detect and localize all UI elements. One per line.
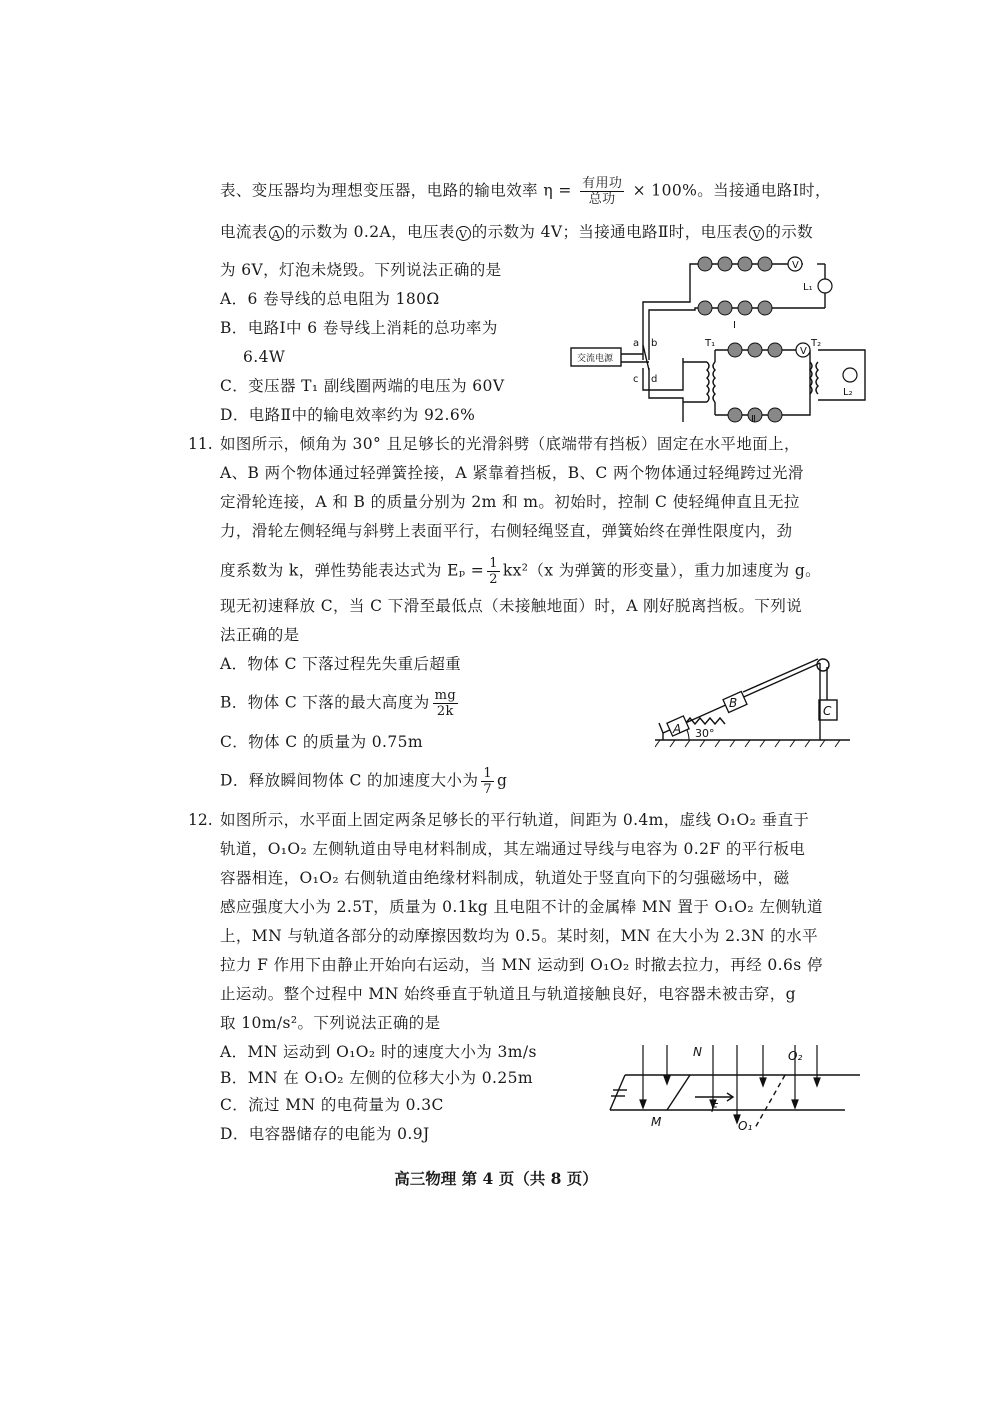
q12-line-2: 轨道，O₁O₂ 左侧轨道由导电材料制成，其左端通过导线与电容为 0.2F 的平行板电 — [220, 840, 806, 858]
q11-option-c: C．物体 C 的质量为 0.75m — [220, 733, 424, 751]
q10-line-3: 为 6V，灯泡未烧毁。下列说法正确的是 — [220, 261, 502, 279]
q11-line-3: 定滑轮连接，A 和 B 的质量分别为 2m 和 m。初始时，控制 C 使轻绳伸直且无拉 — [220, 493, 800, 511]
svg-text:d: d — [651, 374, 658, 385]
q10-option-c: C．变压器 T₁ 副线圈两端的电压为 60V — [220, 377, 505, 395]
incline-figure — [655, 645, 855, 750]
q10-option-b-cont: 6.4W — [243, 348, 286, 366]
q12-option-c: C．流过 MN 的电荷量为 0.3C — [220, 1096, 444, 1114]
svg-text:L₂: L₂ — [843, 387, 853, 398]
transmission-circuit-figure — [565, 250, 875, 425]
rail-capacitor-figure — [605, 1040, 870, 1135]
q12-number: 12. — [188, 811, 213, 829]
q12-line-6: 拉力 F 作用下由静止开始向右运动，当 MN 运动到 O₁O₂ 时撤去拉力，再经 0.6s 停 — [220, 956, 823, 974]
svg-text:Ⅱ: Ⅱ — [751, 414, 756, 425]
svg-text:a: a — [633, 338, 640, 349]
ep-fraction: $\frac{1}{2}$ — [489, 556, 498, 587]
q12-option-d: D．电容器储存的电能为 0.9J — [220, 1125, 430, 1143]
svg-text:B: B — [729, 696, 738, 710]
svg-text:A: A — [673, 722, 682, 736]
lamp-l2-icon — [843, 368, 857, 382]
svg-text:30°: 30° — [695, 727, 715, 740]
svg-text:Ⅰ: Ⅰ — [733, 320, 736, 331]
svg-text:交流电源: 交流电源 — [577, 354, 614, 364]
page-footer: 高三物理 第 4 页（共 8 页） — [394, 1169, 598, 1188]
q10-line-1: 表、变压器均为理想变压器，电路的输电效率 η = $\frac{\text{有用功}}{\text{总功}}$ × 100%。当接通电路Ⅰ时， — [220, 176, 831, 207]
q11-line-4: 力，滑轮左侧轻绳与斜劈上表面平行，右侧轻绳竖直，弹簧始终在弹性限度内，劲 — [220, 522, 793, 540]
svg-text:V: V — [800, 346, 807, 357]
q11-line-5: 度系数为 k，弹性势能表达式为 Eₚ = $\frac{1}{2}$ kx²（x 为弹簧的形变量），重力加速度为 g。 — [220, 556, 822, 587]
q11-line-7: 法正确的是 — [220, 626, 300, 644]
voltmeter-symbol-2: V — [749, 226, 764, 241]
q11-option-d: D．释放瞬间物体 C 的加速度大小为 $\frac{1}{7}$ g — [220, 766, 508, 797]
q12-line-8: 取 10m/s²。下列说法正确的是 — [220, 1014, 441, 1032]
efficiency-fraction: $\frac{\text{有用功}}{\text{总功}}$ — [582, 176, 623, 207]
q12-option-b: B．MN 在 O₁O₂ 左侧的位移大小为 0.25m — [220, 1069, 533, 1087]
svg-text:T₂: T₂ — [811, 338, 822, 349]
svg-text:T₁: T₁ — [705, 338, 716, 349]
q11-number: 11. — [188, 435, 213, 453]
q12-line-4: 感应强度大小为 2.5T，质量为 0.1kg 且电阻不计的金属棒 MN 置于 O₁O₂ 左侧轨道 — [220, 898, 823, 916]
q10-line-2: 电流表 A 的示数为 0.2A，电压表 V 的示数为 4V；当接通电路Ⅱ时，电压表 V 的示数 — [220, 223, 814, 241]
svg-text:C: C — [823, 704, 832, 718]
svg-text:b: b — [651, 338, 658, 349]
q12-line-1: 如图所示，水平面上固定两条足够长的平行轨道，间距为 0.4m，虚线 O₁O₂ 垂直于 — [220, 811, 810, 829]
svg-text:F: F — [711, 1101, 718, 1115]
voltmeter-symbol: V — [456, 226, 471, 241]
q12-line-3: 容器相连，O₁O₂ 右侧轨道由绝缘材料制成，轨道处于竖直向下的匀强磁场中，磁 — [220, 869, 790, 887]
svg-text:M: M — [651, 1115, 662, 1129]
q10-option-a: A．6 卷导线的总电阻为 180Ω — [220, 290, 440, 308]
q11-option-b: B．物体 C 下落的最大高度为 $\frac{mg}{2k}$ — [220, 688, 457, 719]
q12-option-a: A．MN 运动到 O₁O₂ 时的速度大小为 3m/s — [220, 1043, 537, 1061]
lamp-l1-icon — [818, 279, 832, 293]
q11-line-1: 如图所示，倾角为 30° 且足够长的光滑斜劈（底端带有挡板）固定在水平地面上， — [220, 435, 800, 453]
q10-option-b: B．电路Ⅰ中 6 卷导线上消耗的总功率为 — [220, 319, 498, 337]
q10-option-d: D．电路Ⅱ中的输电效率约为 92.6% — [220, 406, 476, 424]
q12-line-7: 止运动。整个过程中 MN 始终垂直于轨道且与轨道接触良好，电容器未被击穿，g — [220, 985, 796, 1003]
svg-text:N: N — [693, 1045, 702, 1059]
ammeter-symbol: A — [269, 226, 284, 241]
q11-line-6: 现无初速释放 C，当 C 下滑至最低点（未接触地面）时，A 刚好脱离挡板。下列说 — [220, 597, 803, 615]
svg-text:c: c — [633, 374, 639, 385]
svg-text:O₁: O₁ — [738, 1119, 753, 1133]
svg-text:O₂: O₂ — [788, 1049, 803, 1063]
q11-option-a: A．物体 C 下落过程先失重后超重 — [220, 655, 462, 673]
svg-text:L₁: L₁ — [803, 282, 813, 293]
q11-line-2: A、B 两个物体通过轻弹簧拴接，A 紧靠着挡板，B、C 两个物体通过轻绳跨过光滑 — [220, 464, 804, 482]
q12-line-5: 上，MN 与轨道各部分的动摩擦因数均为 0.5。某时刻，MN 在大小为 2.3N 的水平 — [220, 927, 818, 945]
svg-text:V: V — [792, 260, 799, 271]
